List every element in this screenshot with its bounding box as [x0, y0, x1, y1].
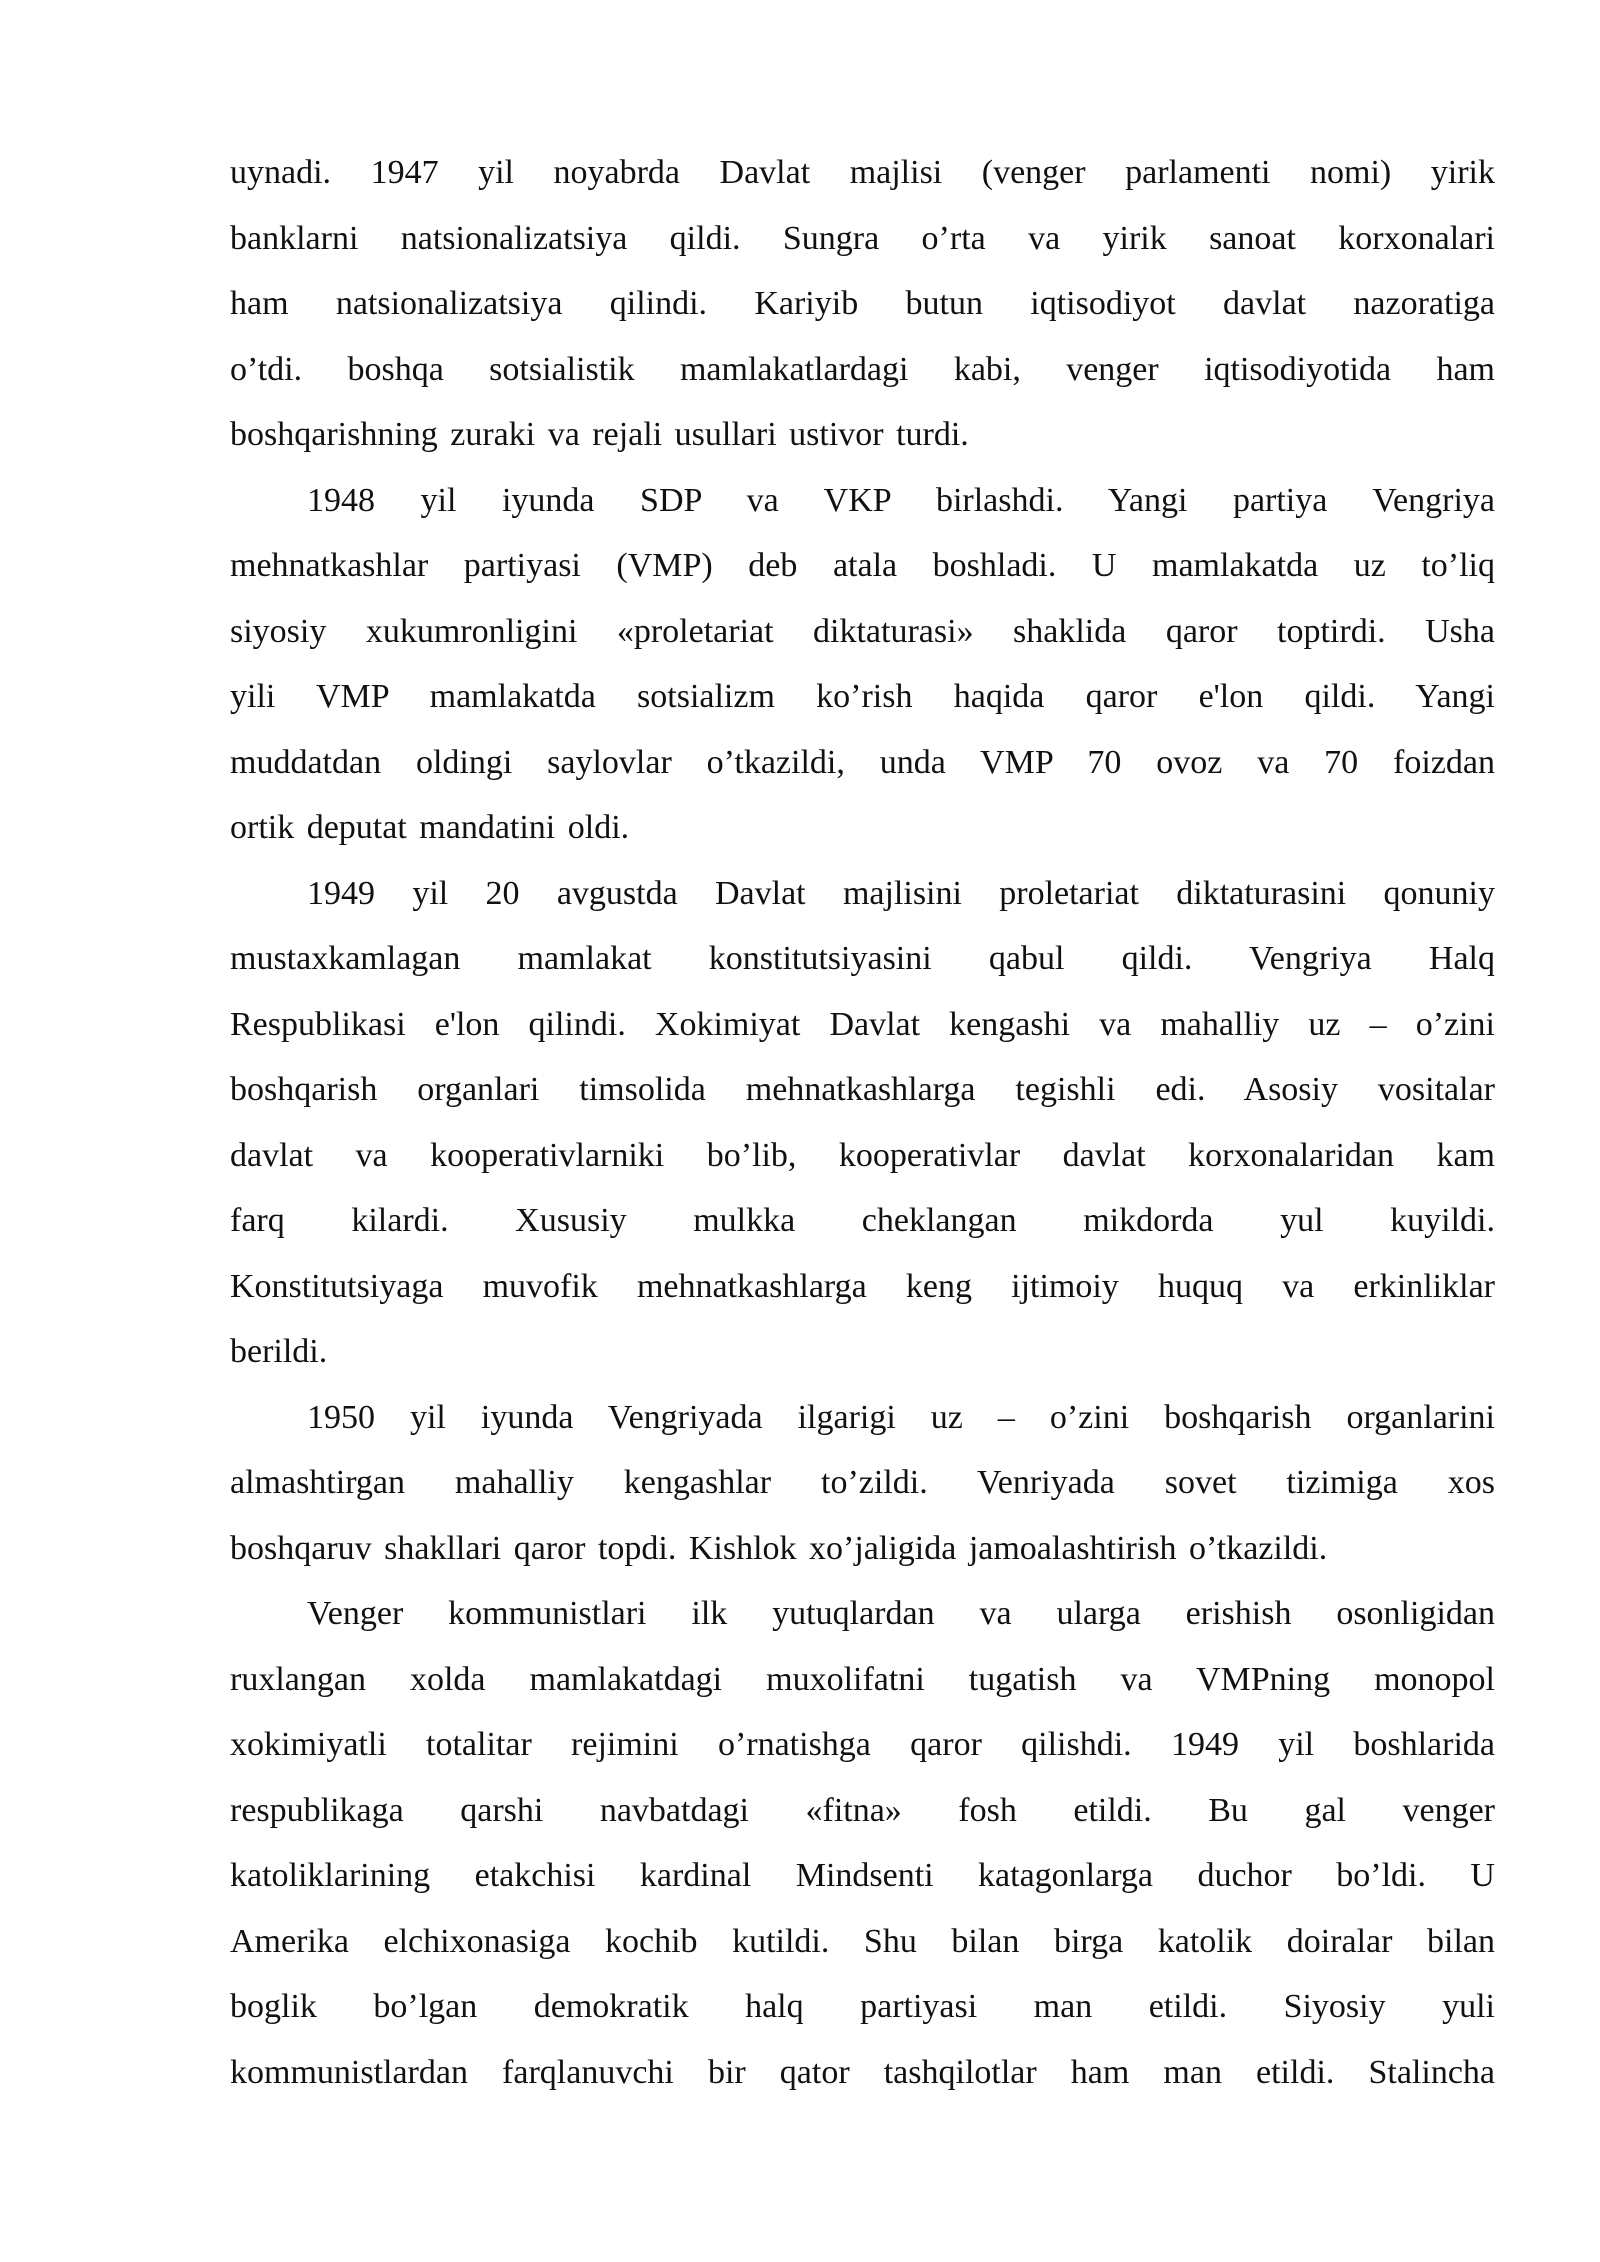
text-line: mehnatkashlar partiyasi (VMP) deb atala boshladi. U mamlakatda uz to’liq: [230, 547, 1495, 584]
document-page: [230, 140, 1495, 2105]
text-line: o’tdi. boshqa sotsialistik mamlakatlardagi kabi, venger iqtisodiyotida ham: [230, 350, 1495, 388]
text-line: banklarni natsionalizatsiya qildi. Sungra o’rta va yirik sanoat korxonalari: [230, 219, 1495, 257]
text-line: Venger kommunistlari ilk yutuqlardan va ularga erishish osonligidan: [307, 1595, 1495, 1632]
text-line: Konstitutsiyaga muvofik mehnatkashlarga keng ijtimoiy huquq va erkinliklar: [230, 1267, 1495, 1305]
text-line: almashtirgan mahalliy kengashlar to’zildi. Venriyada sovet tizimiga xos: [230, 1464, 1495, 1501]
text-line: ham natsionalizatsiya qilindi. Kariyib butun iqtisodiyot davlat nazoratiga: [230, 285, 1495, 322]
text-line: 1950 yil iyunda Vengriyada ilgarigi uz – o’zini boshqarish organlarini: [307, 1398, 1495, 1436]
text-line: berildi.: [230, 1333, 328, 1370]
text-line: katoliklarining etakchisi kardinal Mindsenti katagonlarga duchor bo’ldi. U: [230, 1857, 1495, 1894]
text-line: ortik deputat mandatini oldi.: [230, 809, 630, 846]
text-line: ruxlangan xolda mamlakatdagi muxolifatni tugatish va VMPning monopol: [230, 1660, 1495, 1698]
text-line: muddatdan oldingi saylovlar o’tkazildi, unda VMP 70 ovoz va 70 foizdan: [230, 743, 1495, 781]
text-line: uynadi. 1947 yil noyabrda Davlat majlisi (venger parlamenti nomi) yirik: [230, 154, 1495, 191]
document-body: [230, 140, 1495, 2105]
text-line: Respublikasi e'lon qilindi. Xokimiyat Davlat kengashi va mahalliy uz – o’zini: [230, 1005, 1495, 1043]
text-line: 1949 yil 20 avgustda Davlat majlisini proletariat diktaturasini qonuniy: [307, 874, 1495, 912]
text-line: kommunistlardan farqlanuvchi bir qator tashqilotlar ham man etildi. Stalincha: [230, 2053, 1495, 2091]
text-line: boglik bo’lgan demokratik halq partiyasi man etildi. Siyosiy yuli: [230, 1988, 1495, 2025]
text-line: siyosiy xukumronligini «proletariat diktaturasi» shaklida qaror toptirdi. Usha: [230, 612, 1495, 650]
text-line: davlat va kooperativlarniki bo’lib, kooperativlar davlat korxonalaridan kam: [230, 1136, 1495, 1174]
text-line: boshqaruv shakllari qaror topdi. Kishlok xo’jaligida jamoalashtirish o’tkazildi.: [230, 1529, 1328, 1567]
text-line: farq kilardi. Xususiy mulkka cheklangan mikdorda yul kuyildi.: [230, 1202, 1495, 1239]
text-line: Amerika elchixonasiga kochib kutildi. Shu bilan birga katolik doiralar bilan: [230, 1922, 1495, 1960]
text-line: boshqarish organlari timsolida mehnatkashlarga tegishli edi. Asosiy vositalar: [230, 1071, 1495, 1108]
text-line: xokimiyatli totalitar rejimini o’rnatishga qaror qilishdi. 1949 yil boshlarida: [230, 1726, 1495, 1763]
text-line: mustaxkamlagan mamlakat konstitutsiyasini qabul qildi. Vengriya Halq: [230, 940, 1495, 977]
text-line: respublikaga qarshi navbatdagi «fitna» fosh etildi. Bu gal venger: [230, 1791, 1495, 1829]
text-line: yili VMP mamlakatda sotsializm ko’rish haqida qaror e'lon qildi. Yangi: [230, 678, 1495, 715]
text-line: 1948 yil iyunda SDP va VKP birlashdi. Yangi partiya Vengriya: [307, 481, 1495, 519]
text-line: boshqarishning zuraki va rejali usullari ustivor turdi.: [230, 416, 969, 453]
